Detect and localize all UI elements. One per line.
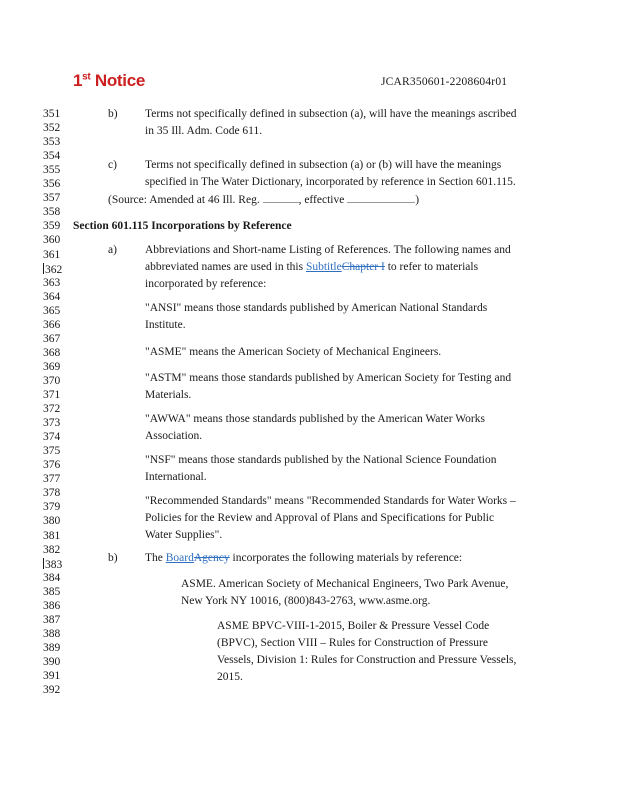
text-cursor	[43, 263, 44, 274]
deleted-text: Chapter I	[341, 261, 385, 273]
definition-ansi: "ANSI" means those standards published by American National Standards	[145, 302, 488, 314]
line-number: 379	[43, 501, 61, 514]
line-number: 372	[43, 403, 61, 416]
line-number: 357	[43, 192, 61, 205]
line-number: 374	[43, 431, 61, 444]
line-number: 352	[43, 122, 61, 135]
line-number: 361	[43, 248, 61, 261]
line-number: 355	[43, 164, 61, 177]
line-number: 362	[45, 263, 63, 276]
definition-astm: "ASTM" means those standards published by American Society for Testing and	[145, 372, 512, 384]
line-number: 366	[43, 318, 61, 331]
line-number: 360	[43, 234, 61, 247]
reference-standard: (BPVC), Section VIII – Rules for Construction of Pressure	[217, 637, 488, 649]
line-number: 392	[43, 684, 61, 697]
line-number: 359	[43, 220, 61, 233]
line-number: 383	[45, 558, 63, 571]
line-number: 354	[43, 150, 61, 163]
definition-awwa: "AWWA" means those standards published by the American Water Works	[145, 413, 485, 425]
subsection-label: c)	[108, 159, 117, 171]
line-number: 376	[43, 459, 61, 472]
line-number: 380	[43, 515, 61, 528]
line-number: 377	[43, 473, 61, 486]
blank-field	[263, 193, 299, 203]
body-text: in 35 Ill. Adm. Code 611.	[145, 125, 263, 137]
line-number: 385	[43, 585, 61, 598]
section-heading: Section 601.115 Incorporations by Reference	[73, 220, 292, 232]
line-number: 386	[43, 599, 61, 612]
line-number: 364	[43, 290, 61, 303]
definition-recommended-standards: Policies for the Review and Approval of Plans and Specifications for Public	[145, 512, 495, 524]
notice-label: 1st Notice	[73, 71, 146, 90]
line-number: 390	[43, 655, 61, 668]
body-text: specified in The Water Dictionary, incorporated by reference in Section 601.115.	[145, 176, 516, 188]
reference-standard: Vessels, Division 1: Rules for Construction and Pressure Vessels,	[217, 654, 517, 666]
subsection-label: a)	[108, 244, 117, 256]
body-text: The BoardAgency incorporates the following materials by reference:	[145, 552, 463, 564]
line-number: 381	[43, 529, 61, 542]
line-number: 353	[43, 136, 61, 149]
line-number: 358	[43, 206, 61, 219]
line-number: 365	[43, 304, 61, 317]
line-number: 370	[43, 374, 61, 387]
definition-recommended-standards: Water Supplies".	[145, 529, 223, 541]
line-number: 387	[43, 613, 61, 626]
line-number: 356	[43, 178, 61, 191]
reference-organization: New York NY 10016, (800)843-2763, www.asme.org.	[181, 595, 431, 607]
line-number: 375	[43, 445, 61, 458]
text-cursor	[43, 558, 44, 569]
line-number: 384	[43, 571, 61, 584]
definition-awwa: Association.	[145, 430, 203, 442]
line-number: 389	[43, 641, 61, 654]
reference-standard: ASME BPVC-VIII-1-2015, Boiler & Pressure Vessel Code	[217, 620, 490, 632]
line-number: 371	[43, 389, 61, 401]
line-number: 367	[43, 332, 61, 345]
line-number: 363	[43, 276, 61, 289]
line-number: 368	[43, 346, 61, 359]
reference-standard: 2015.	[217, 671, 243, 683]
reference-organization: ASME. American Society of Mechanical Engineers, Two Park Avenue,	[181, 578, 509, 590]
line-number: 369	[43, 360, 61, 373]
inserted-text: Subtitle	[305, 261, 342, 273]
body-text: abbreviated names are used in this SubtitleChapter I to refer to materials	[145, 261, 479, 273]
document-id: JCAR350601-2208604r01	[381, 76, 508, 88]
definition-recommended-standards: "Recommended Standards" means "Recommended Standards for Water Works –	[145, 495, 516, 507]
definition-asme: "ASME" means the American Society of Mechanical Engineers.	[145, 346, 442, 358]
inserted-text: Board	[165, 552, 194, 564]
line-number: 373	[43, 417, 61, 430]
source-note: (Source: Amended at 46 Ill. Reg. , effective )	[108, 194, 420, 206]
definition-ansi: Institute.	[145, 319, 186, 331]
definition-nsf: International.	[145, 471, 207, 483]
line-number: 382	[43, 543, 61, 556]
body-text: Terms not specifically defined in subsection (a) or (b) will have the meanings	[145, 159, 502, 171]
body-text: Terms not specifically defined in subsection (a), will have the meanings ascribed	[145, 108, 517, 120]
subsection-label: b)	[108, 108, 118, 120]
line-number: 378	[43, 487, 61, 500]
body-text: Abbreviations and Short-name Listing of References. The following names and	[145, 244, 511, 256]
deleted-text: Agency	[193, 552, 230, 564]
blank-field	[347, 193, 415, 203]
line-number: 351	[43, 108, 61, 120]
definition-nsf: "NSF" means those standards published by the National Science Foundation	[145, 454, 497, 466]
definition-astm: Materials.	[145, 389, 192, 401]
subsection-label: b)	[108, 552, 118, 564]
body-text: incorporated by reference:	[145, 278, 267, 290]
line-number: 388	[43, 627, 61, 640]
line-number: 391	[43, 670, 61, 682]
